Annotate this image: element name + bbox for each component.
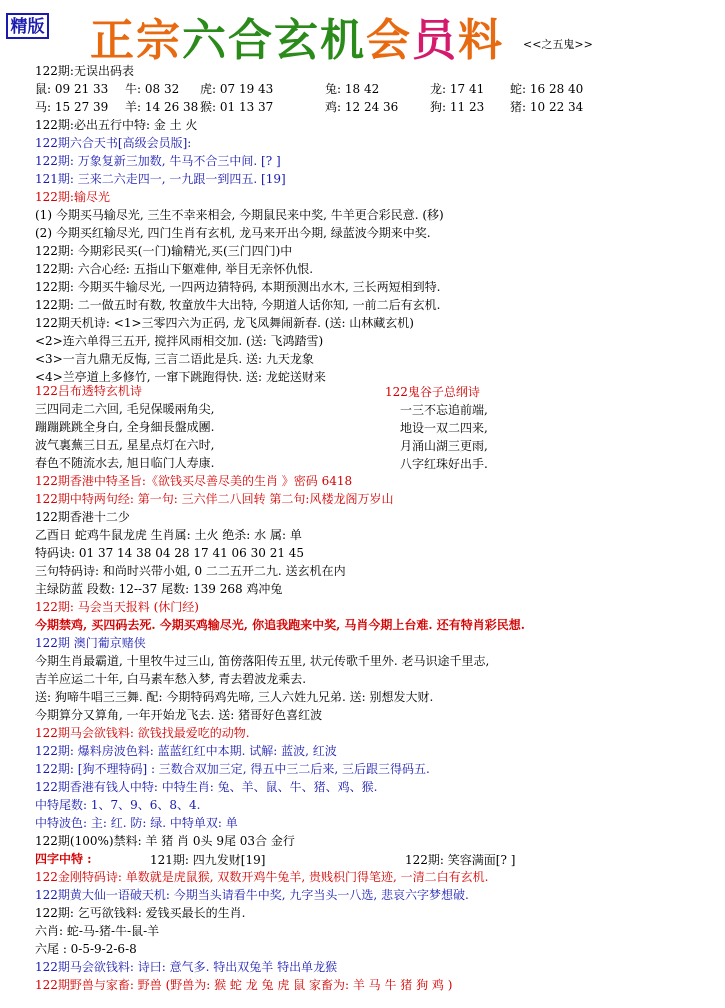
content-line: 今期禁鸡, 买四码去死. 今期买鸡输尽光, 你追我跑来中奖, 马肖今期上台难. 还有特肖彩民想.: [35, 618, 525, 632]
content-line: 122期:输尽光: [35, 190, 110, 204]
zodiac-cell: 马: 15 27 39: [35, 100, 109, 114]
content-line: 122期: 今期买牛输尽光, 一四两边猜特码, 本期预测出水木, 三长两短相到特.: [35, 280, 441, 294]
zodiac-cell: 蛇: 16 28 40: [510, 82, 584, 96]
content-line: 122期: 二一做五时有数, 牧童放牛大出特, 今期道人话你知, 一前二后有玄机.: [35, 298, 441, 312]
content-line: 六肖: 蛇-马-猪-牛-鼠-羊: [35, 924, 160, 938]
content-line: <3>一言九鼎无反悔, 三言二语此是兵. 送: 九天龙象: [35, 352, 314, 366]
content-line: 今期算分又算角, 一年开始龙飞去. 送: 猪哥好色喜红波: [35, 708, 323, 722]
title-char: 宗: [136, 15, 182, 66]
poem-left-line: 波气裏蕪三日五, 星星点灯在六时,: [35, 438, 215, 452]
content-line: 今期生肖最霸道, 十里牧牛过三山, 笛傍落阳传五里, 状元传歌千里外. 老马识途千里志,: [35, 654, 490, 668]
title-char: 合: [228, 15, 274, 66]
content-line: 吉羊应运二十年, 白马素车愁入梦, 青去碧波龙乘去.: [35, 672, 307, 686]
page-title: [90, 4, 504, 68]
poem-right-title: 122鬼谷子总纲诗: [385, 385, 480, 399]
zodiac-cell: 兔: 18 42: [325, 82, 380, 96]
zodiac-cell: 虎: 07 19 43: [200, 82, 274, 96]
content-line: (2) 今期买红输尽光, 四门生肖有玄机, 龙马来开出今期, 绿蓝波今期来中奖.: [35, 226, 431, 240]
zodiac-cell: 鸡: 12 24 36: [325, 100, 399, 114]
title-char: 料: [458, 15, 504, 66]
content-line: 122期: [狗不理特码] : 三数合双加三定, 得五中三二后来, 三后跟三得码五.: [35, 762, 430, 776]
poem-left-line: 蹦蹦跳跳全身白, 全身細長盤成團.: [35, 420, 215, 434]
content-line: 122期中特两句经: 第一句: 三六伴二八回转 第二句:风楼龙阁万岁山: [35, 492, 394, 506]
poem-right-line: 地设一双二四来,: [400, 421, 488, 435]
title-char: 玄: [274, 15, 320, 66]
content-line: 122期:必出五行中特: 金 土 火: [35, 118, 198, 132]
content-line: 特码诀: 01 37 14 38 04 28 17 41 06 30 21 45: [35, 546, 305, 560]
zodiac-cell: 羊: 14 26 38: [125, 100, 199, 114]
content-line: 122期马会欲钱料: 诗曰: 意气多. 特出双兔羊 特出单龙猴: [35, 960, 338, 974]
content-line: 122期 澳门葡京赌侠: [35, 636, 146, 650]
page-subtitle: <<之五鬼>>: [523, 38, 593, 51]
content-line: 122期香港有钱人中特: 中特生肖: 兔、羊、鼠、牛、猪、鸡、猴.: [35, 780, 378, 794]
content-line: 122期黄大仙一语破天机: 今期当头请看牛中奖, 九字当头一八选, 悲哀六字梦想破.: [35, 888, 469, 902]
content-line: 122金刚特码诗: 单数就是虎鼠猴, 双数开鸡牛兔羊, 贵贱枳门得笔迹, 一清二白有玄机.: [35, 870, 489, 884]
content-line: 三句特码诗: 和尚时兴带小姐, 0 二二五开二九. 送玄机在内: [35, 564, 346, 578]
zodiac-cell: 狗: 11 23: [430, 100, 485, 114]
poem-right-line: 八字红珠好出手.: [400, 457, 488, 471]
zodiac-cell: 鼠: 09 21 33: [35, 82, 109, 96]
poem-right-line: 一三不忘追前端,: [400, 403, 488, 417]
content-line: 乙酉日 蛇鸡牛鼠龙虎 生肖属: 土火 绝杀: 水 属: 单: [35, 528, 302, 542]
content-line: <2>连六单得三五开, 搅拌风雨相交加. (送: 飞鸿踏雪): [35, 334, 324, 348]
content-line: 主绿防蓝 段数: 12--37 尾数: 139 268 鸡冲兔: [35, 582, 283, 596]
special-row-c: 122期: 笑容满面[? ]: [405, 853, 516, 867]
poem-left-line: 春色不随流水去, 旭日临门人寿康.: [35, 456, 215, 470]
content-line: 122期(100%)禁料: 羊 猪 肖 0头 9尾 03合 金行: [35, 834, 295, 848]
content-line: (1) 今期买马输尽光, 三生不幸来相会, 今期鼠民来中奖, 牛羊更合彩民意. (移): [35, 208, 444, 222]
title-char: 正: [90, 15, 136, 66]
content-line: 122期香港中特圣旨:《欲钱买尽善尽美的生肖 》密码 6418: [35, 474, 353, 488]
content-line: 122期: 爆料房波色料: 蓝蓝红红中本期. 试解: 蓝波, 红波: [35, 744, 337, 758]
zodiac-cell: 龙: 17 41: [430, 82, 485, 96]
zodiac-cell: 牛: 08 32: [125, 82, 180, 96]
title-char: 机: [320, 15, 366, 66]
content-line: 中特尾数: 1、7、9、6、8、4.: [35, 798, 201, 812]
content-line: 122期: 乞丐欲钱料: 爱钱买最长的生肖.: [35, 906, 246, 920]
content-line: 122期马会欲钱料: 欲钱找最爱吃的动物.: [35, 726, 250, 740]
poem-left-title: 122吕布透特玄机诗: [35, 384, 142, 398]
zodiac-cell: 猴: 01 13 37: [200, 100, 274, 114]
content-line: 122期野兽与家畜: 野兽 (野兽为: 猴 蛇 龙 兔 虎 鼠 家畜为: 羊 马 牛 猪 狗 鸡 ): [35, 978, 453, 992]
poem-right-line: 月涌山湖三更雨,: [400, 439, 488, 453]
premium-badge: 精版: [6, 13, 49, 39]
content-line: 121期: 三来二六走四一, 一九跟一到四五. [19]: [35, 172, 286, 186]
content-line: 122期天机诗: <1>三零四六为正码, 龙飞凤舞闹新春. (送: 山林藏玄机): [35, 316, 414, 330]
content-line: 122期: 今期彩民买(一门)输精光,买(三门四门)中: [35, 244, 293, 258]
title-char: 六: [182, 15, 228, 66]
zodiac-cell: 猪: 10 22 34: [510, 100, 584, 114]
content-line: 送: 狗啼牛唱三三舞. 配: 今期特码鸡先啼, 三人六姓九兄弟. 送: 别想发大财.: [35, 690, 434, 704]
content-line: 中特波色: 主: 红. 防: 绿. 中特单双: 单: [35, 816, 238, 830]
title-char: 会: [366, 15, 412, 66]
content-line: 122期六合天书[高级会员版]:: [35, 136, 192, 150]
content-line: 122期: 万象复新三加数, 牛马不合三中间. [? ]: [35, 154, 281, 168]
content-line: 122期: 六合心经: 五指山下躯难伸, 举目无亲怀仇恨.: [35, 262, 314, 276]
content-line: <4>兰亭道上多修竹, 一窜下跳跑得快. 送: 龙蛇送财来: [35, 370, 326, 384]
special-row-b: 121期: 四九发财[19]: [150, 853, 266, 867]
content-line: 122期: 马会当天报料 (休门经): [35, 600, 199, 614]
title-char: 员: [412, 15, 458, 66]
poem-left-line: 三四同走二六回, 毛兒保暖兩角尖,: [35, 402, 215, 416]
special-row-a: 四字中特 :: [35, 852, 92, 866]
content-line: 122期香港十二少: [35, 510, 130, 524]
content-line: 六尾 : 0-5-9-2-6-8: [35, 942, 137, 956]
zodiac-table-heading: 122期:无误出码表: [35, 64, 134, 78]
